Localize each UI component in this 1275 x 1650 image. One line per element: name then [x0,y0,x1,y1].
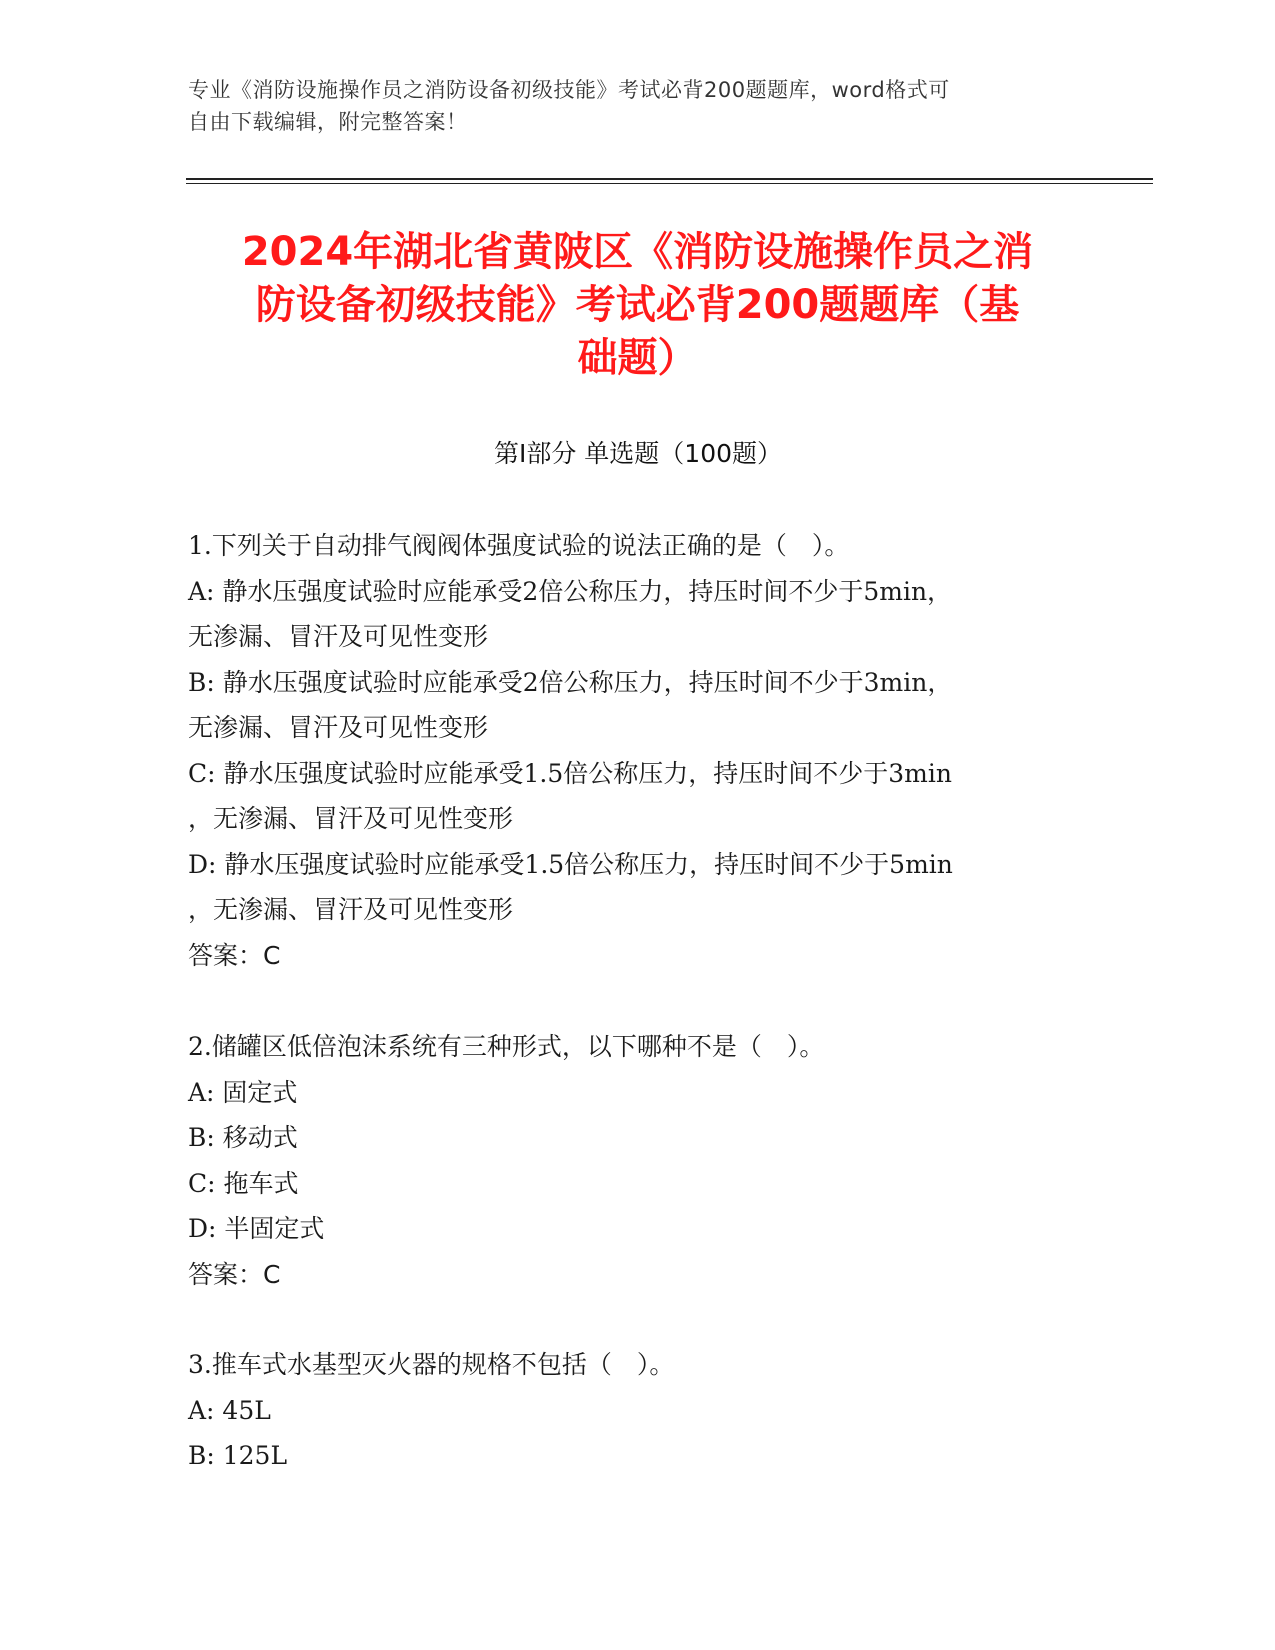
option-d-line-1: D: 静水压强度试验时应能承受1.5倍公称压力，持压时间不少于5min [188,849,953,879]
answer: 答案：C [188,1259,281,1289]
option-a-line-2: 无渗漏、冒汗及可见性变形 [188,622,489,651]
section-title: 第Ⅰ部分 单选题（100题） [493,439,783,468]
question-2 [188,1024,1088,1297]
question-stem: 1.下列关于自动排气阀阀体强度试验的说法正确的是（ ）。 [188,531,850,560]
document-title [170,226,1105,385]
option-d: D: 半固定式 [188,1214,325,1243]
option-b-line-1: B: 静水压强度试验时应能承受2倍公称压力，持压时间不少于3min， [188,667,953,697]
option-a: A: 45L [188,1395,271,1425]
option-b: B: 移动式 [188,1123,298,1152]
header-note [188,74,1088,138]
option-c-line-2: ，无渗漏、冒汗及可见性变形 [188,804,514,833]
header-note-line-2: 自由下载编辑，附完整答案！ [188,110,468,134]
question-stem: 2.储罐区低倍泡沫系统有三种形式，以下哪种不是（ ）。 [188,1032,825,1061]
document-title-line-2: 防设备初级技能》考试必背200题题库（基 [255,282,1020,328]
document-title-line-1: 2024年湖北省黄陂区《消防设施操作员之消 [241,229,1034,275]
header-rule-thick [186,178,1153,180]
question-3 [188,1342,1088,1479]
document-title-line-3: 础题） [577,335,698,381]
option-a-line-1: A: 静水压强度试验时应能承受2倍公称压力，持压时间不少于5min， [188,576,953,606]
question-1 [188,523,1088,978]
header-rule-thin [186,183,1153,184]
option-c: C: 拖车式 [188,1168,299,1198]
option-a: A: 固定式 [188,1077,298,1107]
option-b-line-2: 无渗漏、冒汗及可见性变形 [188,713,489,742]
option-b: B: 125L [188,1441,288,1470]
answer: 答案：C [188,940,281,970]
question-stem: 3.推车式水基型灭火器的规格不包括（ ）。 [188,1350,675,1379]
option-d-line-2: ，无渗漏、冒汗及可见性变形 [188,895,514,924]
header-note-line-1: 专业《消防设施操作员之消防设备初级技能》考试必背200题题库，word格式可 [188,78,950,102]
option-c-line-1: C: 静水压强度试验时应能承受1.5倍公称压力，持压时间不少于3min [188,758,952,788]
